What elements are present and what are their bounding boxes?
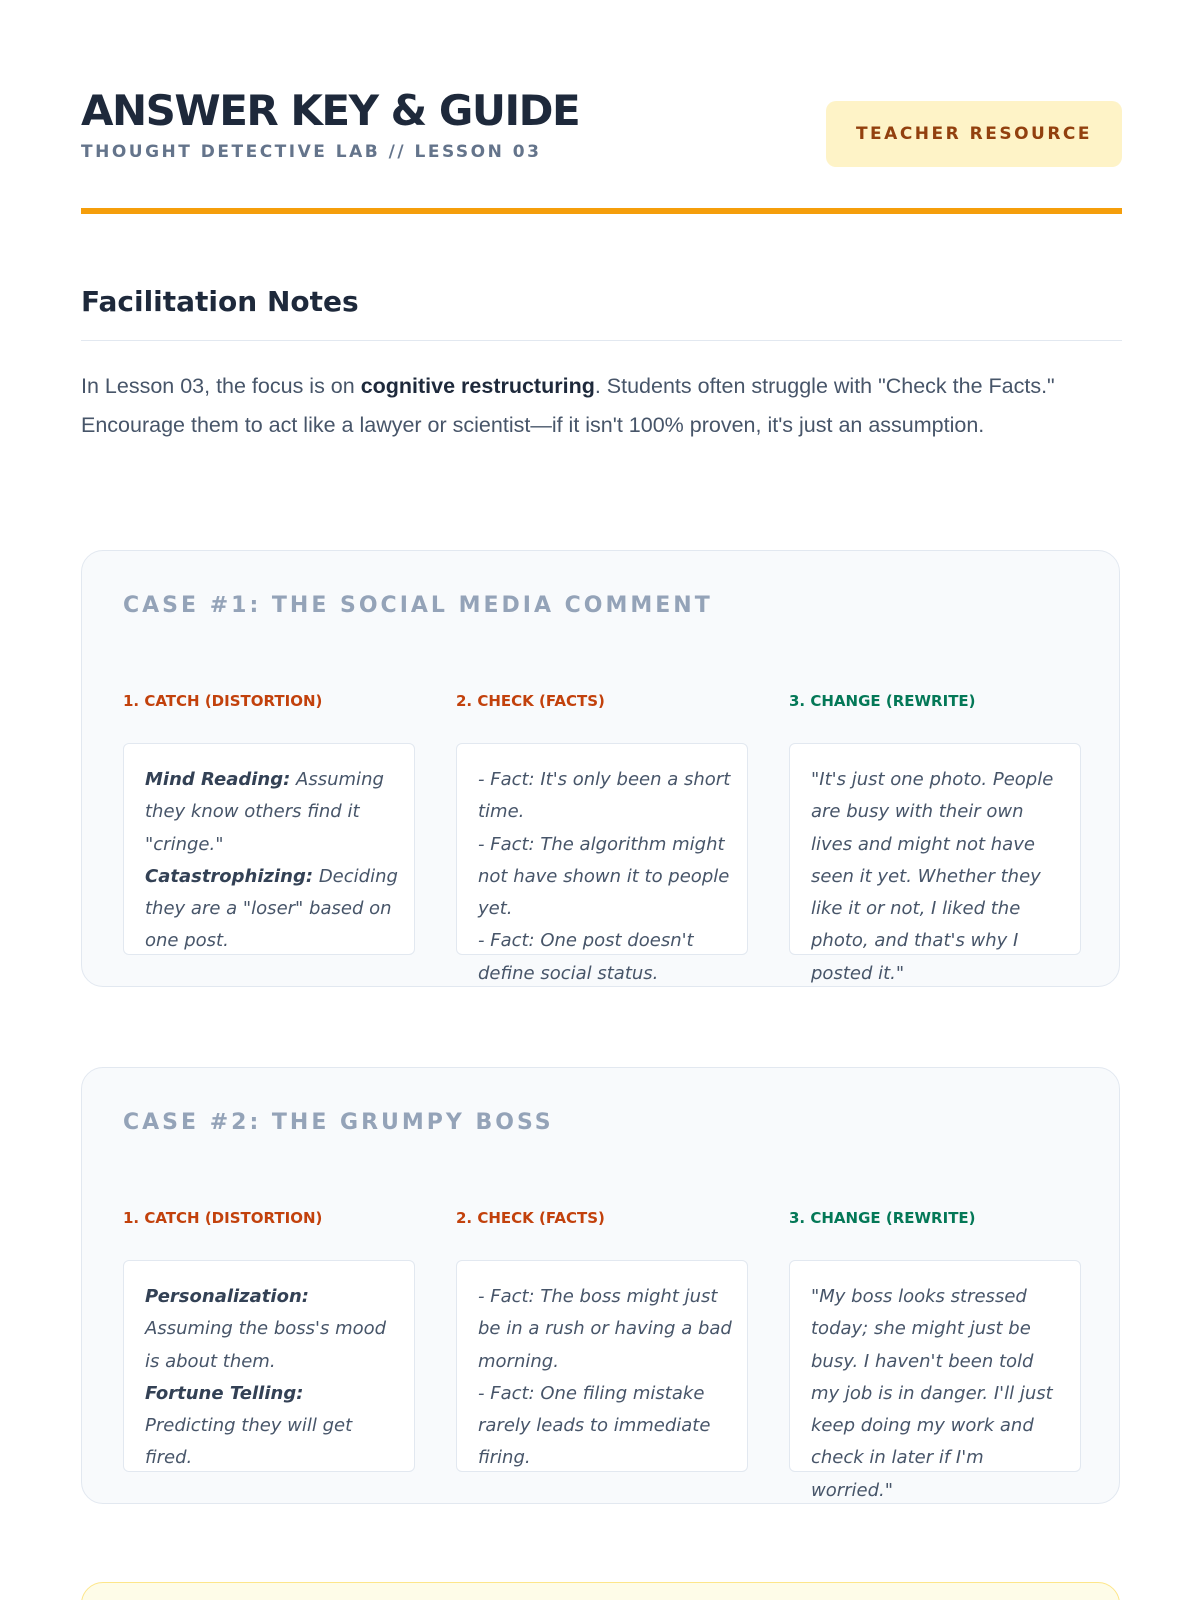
distortion-item xyxy=(145,764,399,861)
change-text: "My boss looks stressed today; she might just be busy. I haven't been told my job is in danger. I'll just keep doing my work and check in later if I'm worried." xyxy=(811,1286,1053,1501)
header-divider xyxy=(81,208,1122,214)
check-label: 2. CHECK (FACTS) xyxy=(456,692,605,710)
fact-item: - Fact: It's only been a short time. xyxy=(478,769,731,823)
distortion-item xyxy=(145,1378,399,1475)
change-column xyxy=(789,1208,1081,1501)
catch-text xyxy=(145,1281,399,1475)
case-card xyxy=(81,550,1120,987)
distortion-desc: Predicting they will get fired. xyxy=(145,1415,353,1469)
change-box xyxy=(789,743,1081,984)
catch-text xyxy=(145,764,399,958)
catch-box xyxy=(123,743,415,955)
catch-box xyxy=(123,1260,415,1472)
fact-item: - Fact: The algorithm might not have shown it to people yet. xyxy=(478,833,730,920)
header xyxy=(81,86,1122,216)
fact-item: - Fact: One post doesn't define social status. xyxy=(478,930,694,984)
distortion-desc: Assuming the boss's mood is about them. xyxy=(145,1318,387,1372)
check-text xyxy=(478,1281,732,1475)
distortion-desc: Assuming they know others find it "cringe." xyxy=(145,769,384,855)
check-box xyxy=(456,1260,748,1472)
catch-column xyxy=(123,691,415,955)
distortion-item xyxy=(145,861,399,958)
distortion-term: Catastrophizing: xyxy=(145,865,314,887)
catch-label: 1. CATCH (DISTORTION) xyxy=(123,1209,323,1227)
change-column xyxy=(789,691,1081,984)
check-box xyxy=(456,743,748,984)
check-column xyxy=(456,1208,748,1472)
change-text: "It's just one photo. People are busy with their own lives and might not have seen it yet. Whether they like it or not, I liked the photo, and that's why I posted it." xyxy=(811,769,1054,984)
distortion-term: Fortune Telling: xyxy=(145,1382,304,1404)
catch-column xyxy=(123,1208,415,1472)
notes-heading: Facilitation Notes xyxy=(81,285,359,318)
fact-item: - Fact: One filing mistake rarely leads to immediate firing. xyxy=(478,1382,711,1469)
change-label: 3. CHANGE (REWRITE) xyxy=(789,692,976,710)
check-column xyxy=(456,691,748,984)
distortion-term: Personalization: xyxy=(145,1286,309,1307)
distortion-item xyxy=(145,1281,399,1378)
check-text xyxy=(478,764,732,990)
change-label: 3. CHANGE (REWRITE) xyxy=(789,1209,976,1227)
case-card xyxy=(81,1067,1120,1504)
distortion-term: Mind Reading: xyxy=(145,769,291,790)
notes-text-bold: cognitive restructuring xyxy=(360,374,595,398)
case-title: CASE #2: THE GRUMPY BOSS xyxy=(123,1110,554,1135)
distortion-desc: Deciding they are a "loser" based on one post. xyxy=(145,865,398,952)
page-title: ANSWER KEY & GUIDE xyxy=(81,86,580,135)
notes-text-after: . Students often struggle with "Check the Facts." Encourage them to act like a lawyer or scientist—if it isn't 100% proven, it's just an assumption. xyxy=(81,374,1055,437)
check-label: 2. CHECK (FACTS) xyxy=(456,1209,605,1227)
change-box xyxy=(789,1260,1081,1501)
fact-item: - Fact: The boss might just be in a rush or having a bad morning. xyxy=(478,1286,732,1372)
page-subtitle: THOUGHT DETECTIVE LAB // LESSON 03 xyxy=(81,142,542,162)
notes-divider xyxy=(81,340,1122,341)
case-title: CASE #1: THE SOCIAL MEDIA COMMENT xyxy=(123,593,713,618)
teacher-resource-badge: TEACHER RESOURCE xyxy=(826,101,1122,167)
notes-body xyxy=(81,367,1081,444)
notes-text-before: In Lesson 03, the focus is on xyxy=(81,374,361,398)
next-section-card xyxy=(81,1582,1120,1600)
catch-label: 1. CATCH (DISTORTION) xyxy=(123,692,323,710)
